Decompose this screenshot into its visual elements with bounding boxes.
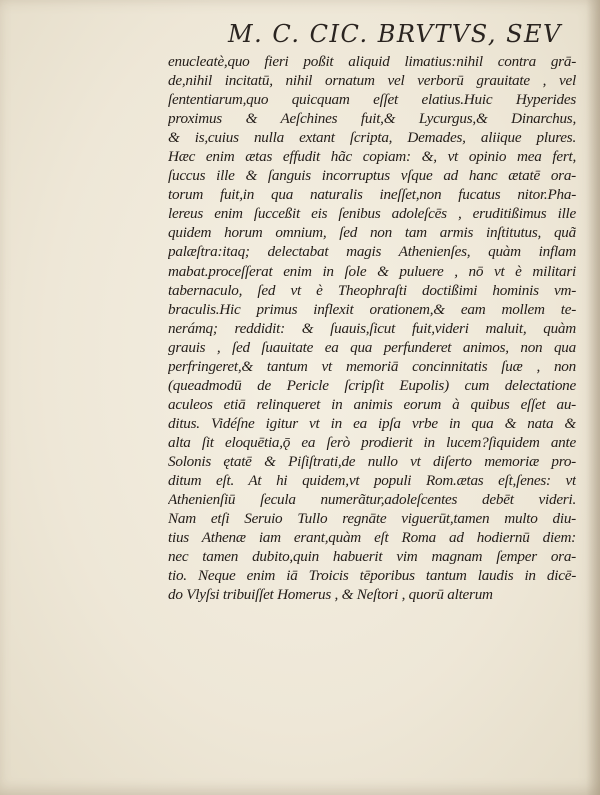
text-line: proximus & Aeſchines fuit,& Lycurgus,& Dinarchus,: [168, 110, 576, 128]
text-line: nerámq; reddidit: & ſuauis,ſicut fuit,videri maluit, quàm: [168, 319, 576, 337]
text-line: palæſtra:itaq; delectabat magis Athenienſes, quàm inflam: [168, 243, 576, 261]
text-line: aculeos etiā relinqueret in animis eorum à quibus eſſet au-: [168, 395, 576, 413]
text-line: do Vlyſsi tribuiſſet Homerus , & Neſtori , quorū alterum: [168, 586, 493, 604]
text-line: perfringeret,& tantum vt memoriā concinnitatis ſuæ , non: [168, 357, 576, 375]
text-line: ſententiarum,quo quicquam eſſet elatius.Huic Hyperides: [168, 91, 576, 109]
text-line: nec tamen dubito,quin habuerit vim magnam ſemper ora-: [168, 548, 576, 566]
text-line: alta ſit eloquētia,ǭ ea ſerò prodierit in lucem?ſiquidem ante: [168, 433, 576, 451]
body-text: [168, 52, 576, 604]
text-line: (queadmodū de Pericle ſcripſit Eupolis) cum delectatione: [168, 376, 576, 394]
text-line: & is,cuius nulla extant ſcripta, Demades, aliique plures.: [168, 129, 576, 147]
text-line: Athenienſiū ſecula numerãtur,adoleſcentes debēt videri.: [168, 491, 576, 509]
text-line: ſuccus ille & ſanguis incorruptus vſque ad hanc ætatē ora-: [168, 167, 576, 185]
page-edge-shadow: [586, 0, 600, 795]
text-line: braculis.Hic primus inflexit orationem,& eam mollem te-: [168, 300, 576, 318]
text-line: tio. Neque enim iā Troicis tēporibus tantum laudis in dicē-: [168, 567, 576, 585]
text-line: torum fuit,in qua naturalis ineſſet,non fucatus nitor.Pha-: [168, 186, 576, 204]
text-line: ditus. Vidéſne igitur vt in ea ipſa vrbe in qua & nata &: [168, 414, 576, 432]
running-head: M. C. CIC. BRVTVS, SEV: [228, 20, 562, 48]
text-line: enucleatè,quo fieri poßit aliquid limatius:nihil contra grā-: [168, 53, 576, 70]
text-line: Hæc enim ætas effudit hãc copiam: &, vt opinio mea fert,: [168, 148, 576, 166]
text-line: tius Athenæ iam erant,quàm eſt Roma ad hodiernū diem:: [168, 529, 576, 547]
text-line: mabat.proceſſerat enim in ſole & puluere , nō vt è militari: [168, 262, 576, 280]
text-line: Solonis ętatē & Piſiſtrati,de nullo vt diſerto memoriæ pro-: [168, 452, 576, 470]
text-line: lereus enim ſucceßit eis ſenibus adoleſcēs , eruditißimus ille: [168, 205, 576, 223]
text-line: tabernaculo, ſed vt è Theophraſti doctißimi hominis vm-: [168, 281, 576, 299]
text-line: quidem horum omnium, ſed non tam armis inſtitutus, quã: [168, 224, 576, 242]
text-line: Nam etſi Seruio Tullo regnāte viguerūt,tamen multo diu-: [168, 510, 576, 528]
text-line: grauis , ſed ſuauitate ea qua perfunderet animos, non qua: [168, 338, 576, 356]
text-line: de,nihil incitatū, nihil ornatum vel verborū grauitate , vel: [168, 72, 576, 90]
text-line: ditum eſt. At hi quidem,vt populi Rom.ætas eſt,ſenes: vt: [168, 472, 576, 490]
